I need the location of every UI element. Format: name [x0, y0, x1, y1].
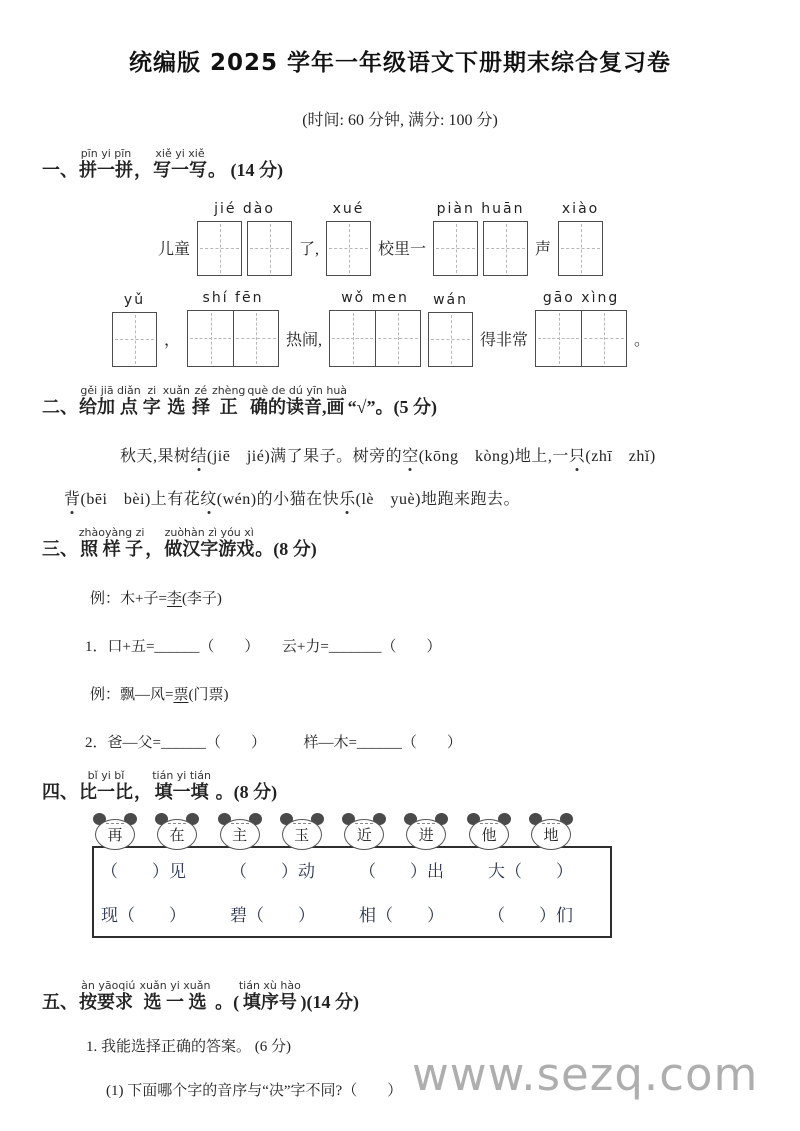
heading-text: 写一写	[153, 160, 207, 180]
choice-character: 地	[543, 827, 559, 844]
fill-blank-cell: 碧（ ）	[230, 906, 315, 926]
pinyin-annotation: zhèng	[211, 383, 246, 397]
panda-head	[406, 819, 446, 850]
panda-pair	[341, 813, 449, 850]
passage-text: 秋天,果树	[120, 448, 191, 466]
exam-content	[0, 148, 800, 1100]
panda-icon	[217, 813, 263, 850]
heading-text: 字	[142, 396, 161, 417]
section-number: 三、	[42, 539, 78, 560]
context-text: 得非常	[480, 331, 529, 349]
heading-score: 。(8 分)	[211, 782, 278, 803]
heading-text: 填序号	[238, 991, 301, 1012]
sub-question-1: 1. 我能选择正确的答案。 (6 分)	[86, 1039, 291, 1056]
section-5-heading	[42, 980, 762, 1013]
writing-box	[188, 311, 233, 366]
heading-text: 正	[211, 396, 246, 417]
writing-box	[428, 312, 473, 367]
dotted-character: 纹	[200, 486, 217, 509]
panda-pair	[217, 813, 325, 850]
writing-box	[483, 221, 528, 276]
section-4-heading	[42, 770, 762, 803]
site-watermark: www.sezq.com	[412, 1048, 759, 1101]
writing-boxes	[433, 221, 528, 276]
exam-meta: (时间: 60 分钟, 满分: 100 分)	[302, 112, 498, 129]
answer-group	[112, 292, 157, 367]
writing-box	[330, 311, 375, 366]
pinyin-label: piàn huān	[436, 200, 525, 217]
dotted-character: 背	[64, 486, 81, 509]
page-title: 统编版 2025 学年一年级语文下册期末综合复习卷	[128, 50, 672, 76]
writing-box	[433, 221, 478, 276]
context-text: ，	[164, 331, 181, 349]
writing-box	[536, 311, 581, 366]
heading-text: 给加	[79, 396, 115, 417]
section-number: 四、	[42, 782, 78, 803]
panda-icon	[466, 813, 512, 850]
panda-character-row	[92, 813, 612, 850]
context-text: 校里一	[378, 240, 427, 258]
context-text: 了,	[299, 240, 320, 258]
pinyin-label: wán	[433, 291, 468, 308]
panda-head	[531, 819, 571, 850]
example-text: 例：飘—风=	[90, 687, 174, 704]
context-text: 声	[535, 240, 552, 258]
fill-blank-cell: 相（ ）	[359, 906, 444, 926]
heading-text: 做汉字游戏	[164, 539, 255, 560]
writing-box	[581, 311, 626, 366]
passage-text: (wén)的小猫在快	[216, 491, 340, 509]
pinyin-label: gāo xìng	[542, 289, 620, 306]
writing-box	[558, 221, 603, 276]
choice-character: 在	[169, 827, 185, 844]
example-line-2	[90, 683, 762, 704]
answer-group	[329, 290, 421, 367]
pinyin-annotation: què de dú yīn huà	[247, 383, 348, 397]
writing-boxes	[535, 310, 627, 367]
answer-group	[197, 201, 292, 276]
answer-group	[187, 290, 279, 367]
choice-character: 再	[107, 827, 123, 844]
writing-boxes	[428, 312, 473, 367]
pinyin-annotation: xiě yi xiě	[153, 147, 207, 160]
panda-icon	[528, 813, 574, 850]
pinyin-annotation: xuǎn	[162, 383, 190, 397]
underlined-answer: 票	[173, 687, 189, 704]
table-row	[94, 892, 610, 936]
panda-head	[157, 819, 197, 850]
writing-boxes	[329, 310, 421, 367]
writing-box	[375, 311, 420, 366]
writing-box	[197, 221, 242, 276]
heading-text: 择	[191, 396, 210, 417]
panda-icon	[92, 813, 138, 850]
pinyin-annotation: xuǎn yi xuǎn	[139, 978, 211, 992]
panda-icon	[403, 813, 449, 850]
choice-character: 主	[232, 827, 248, 844]
underlined-answer: 李	[166, 591, 182, 608]
answer-group	[535, 290, 627, 367]
panda-pair	[92, 813, 200, 850]
dotted-character: 结	[191, 443, 208, 466]
dotted-character: 只	[569, 443, 586, 466]
writing-boxes	[112, 312, 157, 367]
pinyin-label: xué	[332, 200, 365, 217]
fill-blank-cell: （ ）出	[359, 862, 444, 882]
example-text: (李子)	[181, 591, 222, 608]
heading-text: ，	[134, 782, 152, 803]
fill-blank-cell: 大（ ）	[488, 862, 573, 882]
panda-pair	[466, 813, 574, 850]
question-line-2: 2．爸—父=______（ ） 样—木=______（ ）	[85, 735, 462, 752]
panda-head	[282, 819, 322, 850]
choice-character: 近	[356, 827, 372, 844]
writing-boxes	[187, 310, 279, 367]
writing-boxes	[197, 221, 292, 276]
pinyin-annotation: pīn yi pīn	[79, 147, 133, 160]
context-text: 热闹,	[286, 331, 323, 349]
heading-score: “√”。(5 分)	[347, 396, 437, 417]
reading-passage-line-2	[64, 486, 762, 509]
panda-fill-table	[92, 813, 612, 938]
example-text: (门票)	[188, 687, 229, 704]
reading-passage-line-1	[120, 443, 762, 466]
panda-icon	[341, 813, 387, 850]
fill-blank-cell: （ ）们	[488, 906, 573, 926]
pinyin-annotation: zhàoyàng zi	[78, 526, 145, 540]
writing-box	[112, 312, 157, 367]
panda-head	[469, 819, 509, 850]
choice-character: 进	[418, 827, 434, 844]
writing-box	[233, 311, 278, 366]
passage-text: (kōng kòng)地上,一	[418, 448, 569, 466]
heading-text: 选 一 选	[139, 991, 211, 1012]
heading-score: 。(8 分)	[255, 539, 317, 560]
pinyin-annotation: zuòhàn zì yóu xì	[164, 526, 255, 540]
heading-score: 。 (14 分)	[208, 160, 283, 180]
context-text: 儿童	[158, 240, 191, 258]
choice-character: 他	[481, 827, 497, 844]
table-row	[94, 848, 610, 892]
dotted-character: 空	[402, 443, 419, 466]
pinyin-label: jié dào	[214, 200, 275, 217]
passage-text: (jiē jié)满了果子。树旁的	[207, 448, 403, 466]
question-line-1: 1．口+五=______（ ） 云+力=_______（ ）	[85, 639, 442, 656]
section-1-heading	[42, 148, 762, 181]
section-3-heading	[42, 527, 762, 560]
example-text: 例：木+子=	[90, 591, 167, 608]
heading-text: 按要求	[79, 991, 138, 1012]
passage-text: (lè yuè)地跑来跑去。	[355, 491, 520, 509]
panda-head	[95, 819, 135, 850]
heading-text: 比一比	[79, 782, 133, 803]
pinyin-label: shí fēn	[202, 289, 264, 306]
pinyin-annotation: gěi jiā	[79, 383, 115, 397]
answer-group	[433, 201, 528, 276]
fill-blank-cell: （ ）动	[230, 862, 315, 882]
heading-text: 填一填	[152, 782, 211, 803]
heading-text: 。(	[210, 991, 240, 1012]
heading-text: 照 样 子	[78, 539, 145, 560]
pinyin-annotation: zé	[191, 383, 210, 397]
writing-row-2	[112, 290, 762, 367]
heading-text: 拼一拼	[79, 160, 133, 180]
heading-text: ，	[134, 160, 152, 180]
choice-character: 玉	[294, 827, 310, 844]
answer-group	[558, 201, 603, 276]
pinyin-annotation: tián xù hào	[238, 978, 301, 992]
context-text: 。	[634, 331, 651, 349]
pinyin-annotation: zi	[142, 383, 161, 397]
heading-text: ，	[145, 539, 164, 560]
dotted-character: 乐	[339, 486, 356, 509]
heading-text: 确的读音,画	[247, 396, 348, 417]
writing-boxes	[326, 221, 371, 276]
answer-group	[428, 292, 473, 367]
section-number: 一、	[42, 160, 78, 180]
section-2-heading	[42, 385, 762, 418]
pinyin-label: yǔ	[123, 291, 146, 308]
pinyin-annotation: diǎn	[117, 383, 141, 397]
pinyin-annotation: bǐ yi bǐ	[79, 769, 133, 783]
sub-question-1-1: (1) 下面哪个字的音序与“决”字不同?（ ）	[106, 1083, 403, 1100]
heading-text: 点	[117, 396, 141, 417]
writing-box	[247, 221, 292, 276]
example-line-1	[90, 587, 762, 608]
passage-text: (zhī zhǐ)	[585, 448, 656, 466]
answer-group	[326, 201, 371, 276]
writing-boxes	[558, 221, 603, 276]
writing-box	[326, 221, 371, 276]
writing-row-1	[158, 201, 762, 276]
passage-text: (bēi bèi)上有花	[80, 491, 201, 509]
panda-head	[344, 819, 384, 850]
pinyin-annotation: tián yi tián	[152, 769, 211, 783]
pinyin-label: wǒ men	[341, 289, 409, 306]
section-number: 五、	[42, 991, 78, 1012]
heading-score: )(14 分)	[300, 991, 359, 1012]
section-number: 二、	[42, 396, 78, 417]
fill-in-table	[92, 846, 612, 938]
panda-icon	[279, 813, 325, 850]
fill-blank-cell: （ ）见	[101, 862, 186, 882]
panda-icon	[154, 813, 200, 850]
pinyin-annotation: àn yāoqiú	[79, 978, 138, 992]
panda-head	[220, 819, 260, 850]
heading-text: 选	[162, 396, 190, 417]
pinyin-label: xiào	[561, 200, 600, 217]
fill-blank-cell: 现（ ）	[101, 906, 186, 926]
